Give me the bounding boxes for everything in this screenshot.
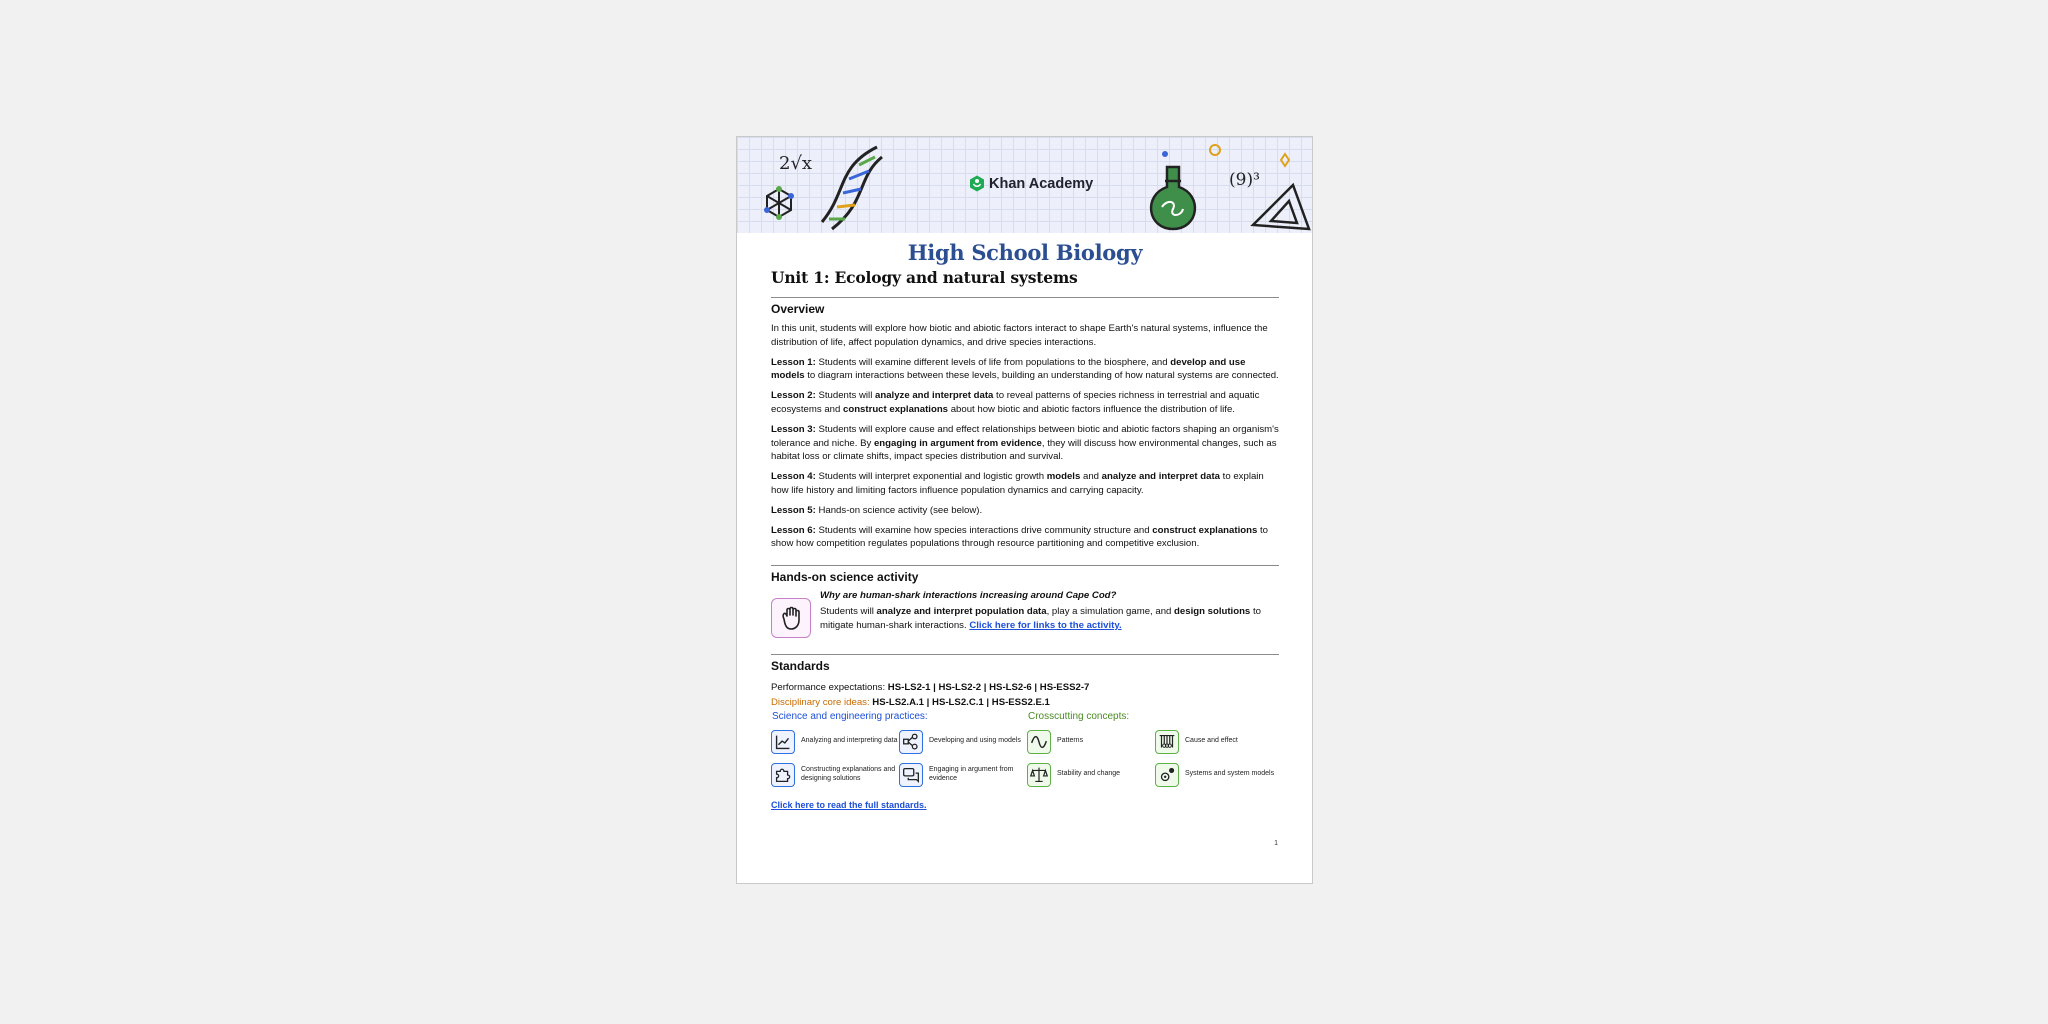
lesson-label: Lesson 1: xyxy=(771,356,816,368)
ccc-grid xyxy=(1027,728,1283,788)
activity-block xyxy=(771,590,1279,638)
standard-item xyxy=(899,728,1027,755)
standards-columns xyxy=(771,711,1279,788)
standard-item xyxy=(1155,761,1283,788)
standard-item xyxy=(1027,728,1155,755)
lesson-4: Lesson 4: Students will interpret exponential and logistic growth models and analyze and interpret data to explain how life history and limiting factors influence population dynamics and carrying capacity. xyxy=(771,471,1264,496)
lesson-1: Lesson 1: Students will examine different levels of life from populations to the biosphere, and develop and use models to diagram interactions between these levels, building an understanding of how natural systems are connected. xyxy=(771,356,1279,382)
lesson-label: Lesson 5: xyxy=(771,504,816,516)
document-content xyxy=(771,237,1279,813)
balance-scale-icon xyxy=(1027,763,1051,787)
lesson-label: Lesson 6: xyxy=(771,524,816,536)
standards-heading: Standards xyxy=(771,659,830,674)
brand-name: Khan Academy xyxy=(989,175,1094,192)
lesson-list xyxy=(771,356,1279,552)
banner-math-left: 2√x xyxy=(779,153,813,174)
hands-on-icon xyxy=(771,598,811,638)
puzzle-icon xyxy=(771,763,795,787)
sep-heading: Science and engineering practices: xyxy=(772,711,928,723)
newtons-cradle-icon xyxy=(1155,730,1179,754)
lesson-2: Lesson 2: Students will analyze and interpret data to reveal patterns of species richness in terrestrial and aquatic ecosystems and construct explanations about how biotic and abiotic factors influence the distribution of life. xyxy=(771,390,1260,415)
activity-question: Why are human-shark interactions increasing around Cape Cod? xyxy=(820,590,1117,602)
lesson-label: Lesson 3: xyxy=(771,423,816,435)
divider xyxy=(771,654,1279,655)
model-nodes-icon xyxy=(899,730,923,754)
standard-item-label: Engaging in argument from evidence xyxy=(929,766,1014,782)
speech-bubbles-icon xyxy=(899,763,923,787)
sep-column xyxy=(771,711,1027,788)
lesson-5: Lesson 5: Hands-on science activity (see below). xyxy=(771,504,983,516)
overview-heading: Overview xyxy=(771,302,825,316)
lesson-6: Lesson 6: Students will examine how species interactions drive community structure and construct explanations to show how competition regulates populations through resource partitioning and competitive exclusion. xyxy=(771,524,1268,550)
page-number: 1 xyxy=(1274,840,1278,847)
standard-item xyxy=(771,728,899,755)
overview-intro: In this unit, students will explore how biotic and abiotic factors interact to shape Earth's natural systems, influence the distribution of life, affect population dynamics, and drive species interactions. xyxy=(771,323,1268,348)
divider xyxy=(771,297,1279,298)
document-title: High School Biology xyxy=(907,240,1143,265)
standard-item-label: Systems and system models xyxy=(1185,770,1275,778)
wave-icon xyxy=(1027,730,1051,754)
activity-heading: Hands-on science activity xyxy=(771,570,919,585)
full-standards-link[interactable]: Click here to read the full standards. xyxy=(771,800,927,811)
header-banner xyxy=(737,137,1312,233)
standard-item-label: Analyzing and interpreting data xyxy=(801,737,898,745)
standard-item-label: Patterns xyxy=(1057,737,1084,745)
lesson-label: Lesson 4: xyxy=(771,471,816,483)
sep-grid xyxy=(771,728,1027,788)
banner-math-right: (9)³ xyxy=(1229,170,1260,190)
standard-item xyxy=(1027,761,1155,788)
document-page xyxy=(736,136,1313,884)
khan-academy-hexagon-icon xyxy=(969,175,985,192)
divider xyxy=(771,565,1279,566)
lesson-label: Lesson 2: xyxy=(771,390,816,402)
hand-icon xyxy=(778,605,804,631)
activity-description: Students will analyze and interpret population data, play a simulation game, and design solutions to mitigate human-shark interactions. Click here for links to the activity. xyxy=(820,606,1261,631)
standard-item xyxy=(1155,728,1283,755)
standard-item-label: Cause and effect xyxy=(1185,737,1238,745)
standard-item-label: Developing and using models xyxy=(929,737,1021,745)
standard-item-label: Stability and change xyxy=(1057,770,1121,778)
standard-item xyxy=(899,761,1027,788)
lesson-3: Lesson 3: Students will explore cause and effect relationships between biotic and abiotic factors shaping an organism's tolerance and niche. By engaging in argument from evidence, they will discuss how environmental changes, such as habitat loss or climate shifts, impact species distribution and survival. xyxy=(771,423,1279,463)
activity-link[interactable]: Click here for links to the activity. xyxy=(969,619,1122,631)
standard-item-label: Constructing explanations and designing solutions xyxy=(801,766,896,782)
ccc-column xyxy=(1027,711,1283,788)
line-chart-icon xyxy=(771,730,795,754)
disciplinary-core-ideas: Disciplinary core ideas: HS-LS2.A.1 | HS-LS2.C.1 | HS-ESS2.E.1 xyxy=(771,697,1050,709)
khan-academy-logo[interactable] xyxy=(969,175,1093,192)
performance-expectations: Performance expectations: HS-LS2-1 | HS-LS2-2 | HS-LS2-6 | HS-ESS2-7 xyxy=(771,682,1090,694)
gears-icon xyxy=(1155,763,1179,787)
standard-item xyxy=(771,761,899,788)
ccc-heading: Crosscutting concepts: xyxy=(1028,711,1130,723)
unit-title: Unit 1: Ecology and natural systems xyxy=(771,268,1078,287)
